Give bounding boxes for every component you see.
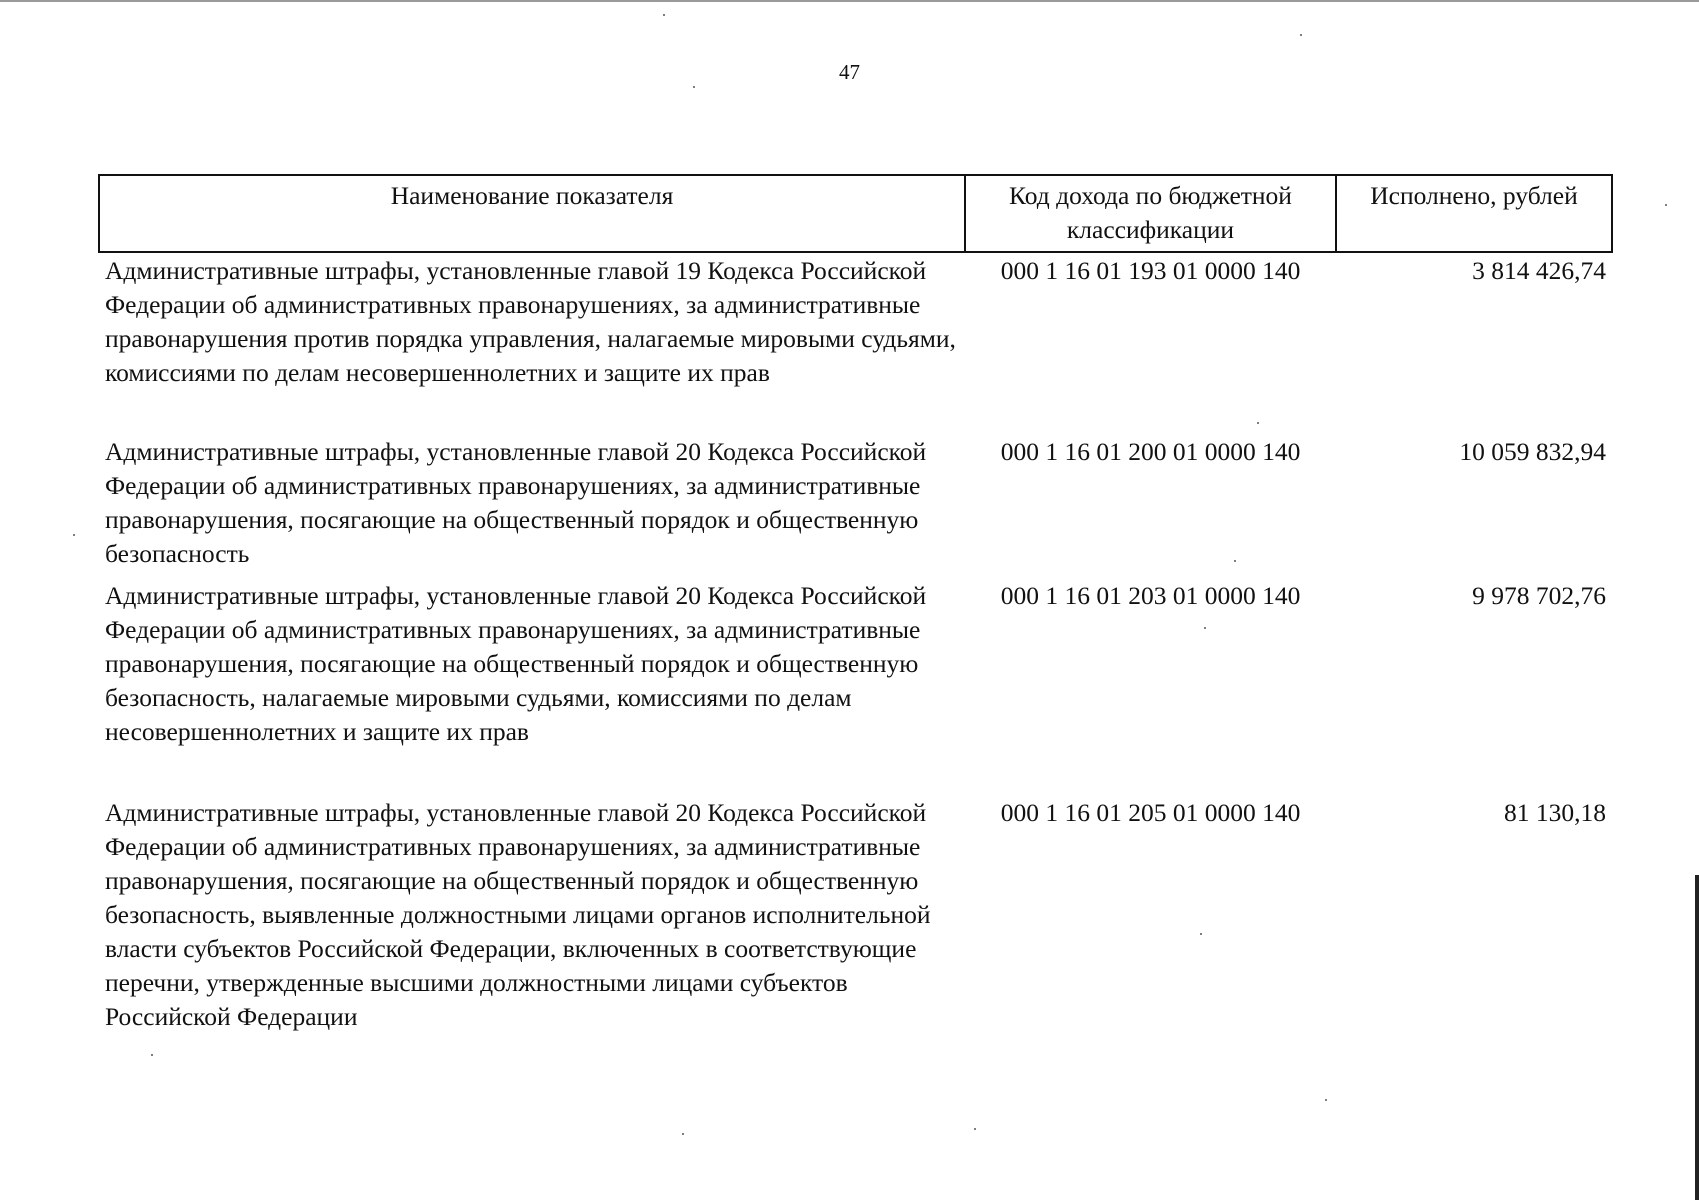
page-number: 47 [839,60,860,84]
table-row [99,435,1612,579]
row-name: Административные штрафы, установленные главой 20 Кодекса Российской Федерации об административных правонарушениях, за административные правонарушения, посягающие на общественный порядок и общественную безопасность [105,437,927,568]
table-row [99,579,1612,796]
row-name: Административные штрафы, установленные главой 20 Кодекса Российской Федерации об административных правонарушениях, за административные правонарушения, посягающие на общественный порядок и общественную безопасность, налагаемые мировыми судьями, комиссиями по делам несовершеннолетних и защите их прав [105,581,927,746]
row-amount: 10 059 832,94 [1459,437,1606,466]
scan-speck [73,534,75,536]
table-body [99,252,1612,1034]
table-row [99,796,1612,1034]
scan-speck [974,1128,976,1130]
row-code: 000 1 16 01 200 01 0000 140 [1000,437,1301,466]
table-row [99,252,1612,435]
scan-speck [1234,560,1236,562]
scan-speck [1200,933,1202,935]
header-row [99,175,1612,252]
row-name: Административные штрафы, установленные главой 19 Кодекса Российской Федерации об административных правонарушениях, за административные правонарушения против порядка управления, налагаемые мировыми судьями, комиссиями по делам несовершеннолетних и защите их прав [105,256,956,387]
scan-speck [1325,1099,1327,1101]
row-code: 000 1 16 01 193 01 0000 140 [1000,256,1301,285]
scan-speck [1300,34,1302,36]
scan-speck [1665,204,1667,206]
scan-speck [693,86,695,88]
revenue-table [98,174,1613,1034]
row-amount: 9 978 702,76 [1472,581,1606,610]
scan-speck [682,1133,684,1135]
row-name: Административные штрафы, установленные главой 20 Кодекса Российской Федерации об административных правонарушениях, за административные правонарушения, посягающие на общественный порядок и общественную безопасность, выявленные должностными лицами органов исполнительной власти субъектов Российской Федерации, включенных в соответствующие перечни, утвержденные высшими должностными лицами субъектов Российской Федерации [105,798,931,1031]
scan-speck [1204,627,1206,629]
scan-speck [1257,422,1259,424]
scan-top-edge [0,0,1699,2]
row-code: 000 1 16 01 203 01 0000 140 [1000,581,1301,610]
row-amount: 3 814 426,74 [1472,256,1606,285]
table-header [99,175,1612,252]
scan-speck [151,1054,153,1056]
header-amount: Исполнено, рублей [1336,175,1612,252]
scan-right-edge [1695,875,1699,1200]
scan-speck [663,14,665,16]
header-code: Код дохода по бюджетной классификации [965,175,1336,252]
row-code: 000 1 16 01 205 01 0000 140 [1000,798,1301,827]
row-amount: 81 130,18 [1504,798,1606,827]
header-name: Наименование показателя [99,175,965,252]
